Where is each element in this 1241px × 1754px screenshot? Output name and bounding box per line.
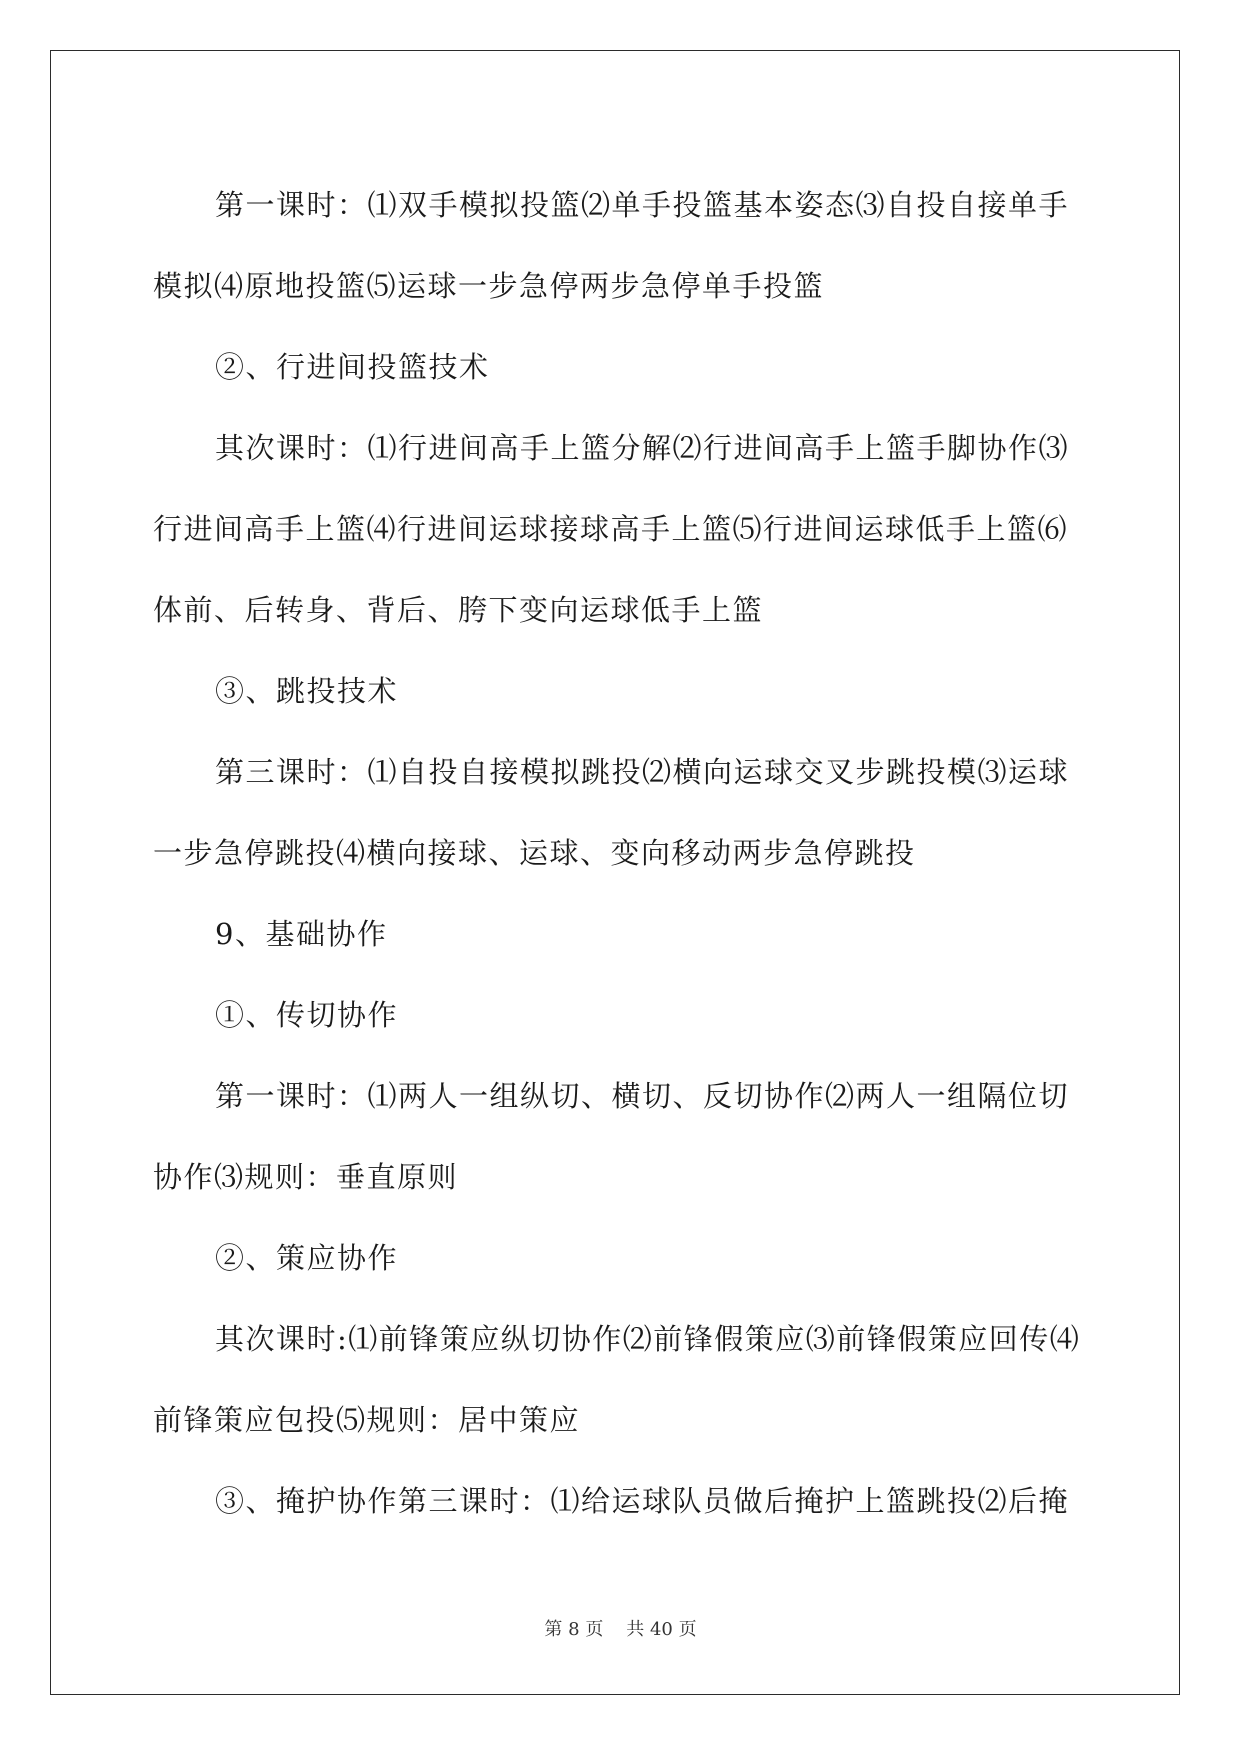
paragraph-1: 第一课时：⑴双手模拟投篮⑵单手投篮基本姿态⑶自投自接单手模拟⑷原地投篮⑸运球一步急停两步急停单手投篮 (153, 188, 1070, 303)
paragraph-10: 其次课时:⑴前锋策应纵切协作⑵前锋假策应⑶前锋假策应回传⑷前锋策应包投⑸规则：居中策应 (153, 1322, 1081, 1437)
paragraph-4: ③、跳投技术 (215, 674, 399, 708)
footer-spacer (603, 1619, 626, 1640)
page-total: 共 40 页 (626, 1619, 697, 1640)
paragraph-8: 第一课时：⑴两人一组纵切、横切、反切协作⑵两人一组隔位切协作⑶规则：垂直原则 (153, 1079, 1070, 1194)
page-footer (0, 1615, 1241, 1641)
document-body (153, 165, 1088, 1542)
paragraph-6: 9、基础协作 (215, 917, 388, 951)
paragraph-3: 其次课时：⑴行进间高手上篮分解⑵行进间高手上篮手脚协作⑶行进间高手上篮⑷行进间运球接球高手上篮⑸行进间运球低手上篮⑹体前、后转身、背后、胯下变向运球低手上篮 (153, 431, 1070, 627)
paragraph-7: ①、传切协作 (215, 998, 399, 1032)
paragraph-2: ②、行进间投篮技术 (215, 350, 490, 384)
paragraph-9: ②、策应协作 (215, 1241, 399, 1275)
paragraph-11: ③、掩护协作第三课时：⑴给运球队员做后掩护上篮跳投⑵后掩 (215, 1484, 1070, 1518)
paragraph-5: 第三课时：⑴自投自接模拟跳投⑵横向运球交叉步跳投模⑶运球一步急停跳投⑷横向接球、运球、变向移动两步急停跳投 (153, 755, 1070, 870)
page-number: 第 8 页 (544, 1619, 604, 1640)
